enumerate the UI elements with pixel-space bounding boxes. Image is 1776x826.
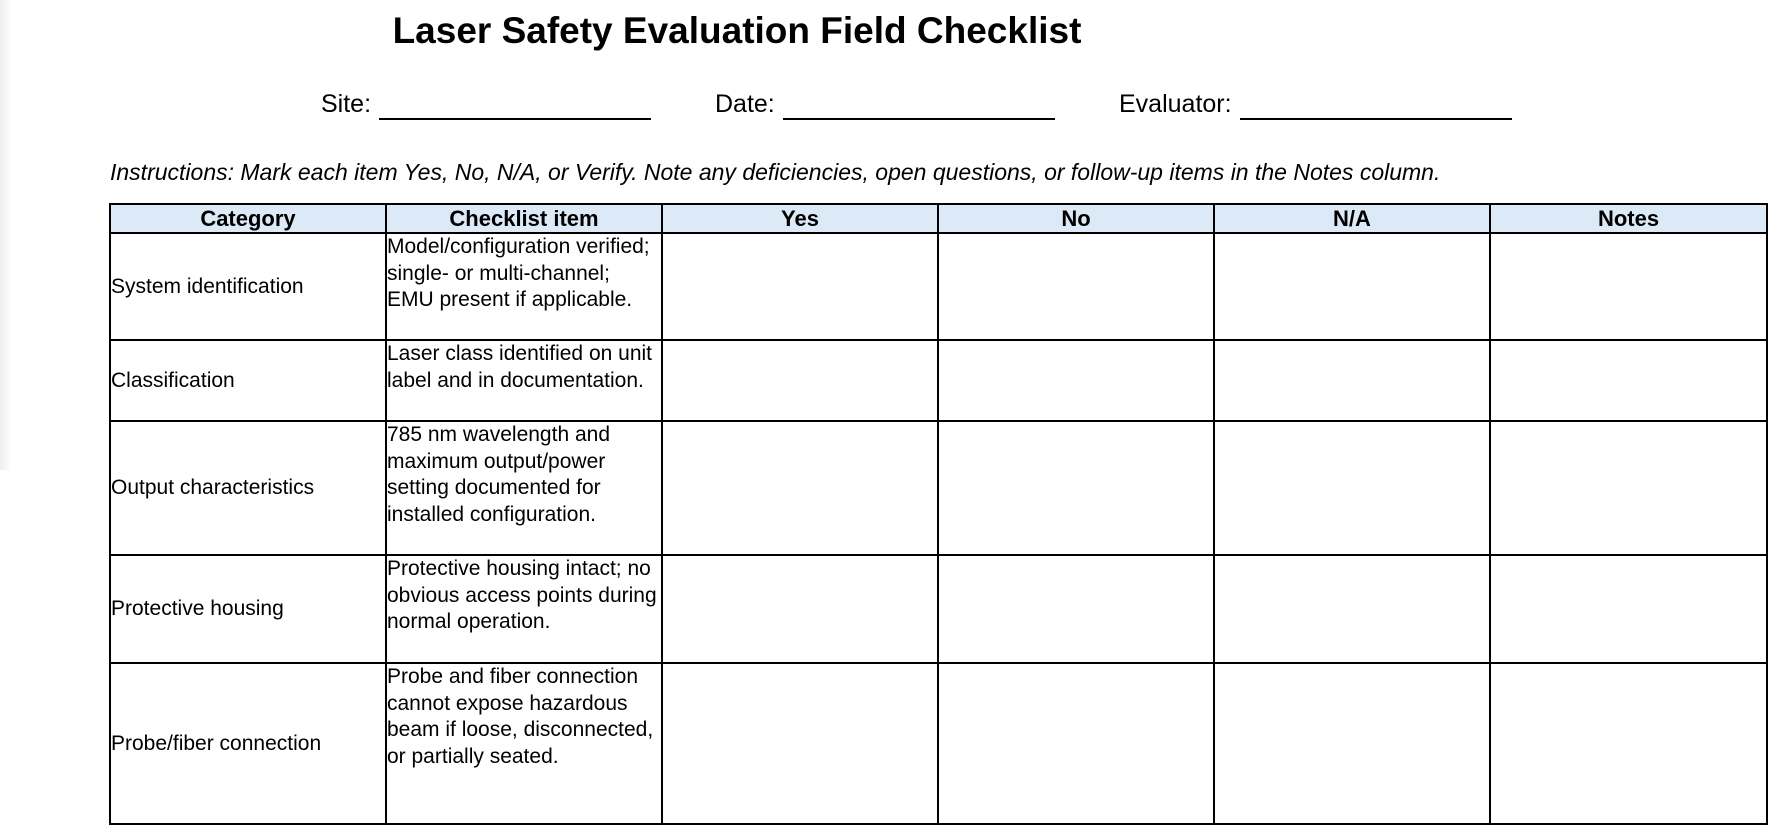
yes-cell[interactable] [662, 421, 938, 555]
instructions-text: Instructions: Mark each item Yes, No, N/A, or Verify. Note any deficiencies, open questions, or follow-up items in the Notes column. [110, 159, 1441, 185]
date-blank-line[interactable] [783, 88, 1055, 120]
header-fields [0, 88, 1776, 128]
notes-cell[interactable] [1490, 340, 1767, 421]
notes-cell[interactable] [1490, 233, 1767, 340]
yes-cell[interactable] [662, 555, 938, 663]
date-field [715, 88, 1055, 120]
header-no: No [938, 204, 1214, 233]
checklist-table [109, 203, 1768, 825]
checklist-item-cell: Model/configuration verified; single- or multi-channel; EMU present if applicable. [386, 233, 662, 340]
checklist-item-cell: Laser class identified on unit label and in documentation. [386, 340, 662, 421]
na-cell[interactable] [1214, 421, 1490, 555]
na-cell[interactable] [1214, 663, 1490, 824]
table-row [110, 340, 1767, 421]
notes-cell[interactable] [1490, 421, 1767, 555]
no-cell[interactable] [938, 555, 1214, 663]
header-yes: Yes [662, 204, 938, 233]
yes-cell[interactable] [662, 663, 938, 824]
table-row [110, 555, 1767, 663]
header-category: Category [110, 204, 386, 233]
site-field [321, 88, 651, 120]
category-cell: Probe/fiber connection [110, 663, 386, 824]
evaluator-blank-line[interactable] [1240, 88, 1512, 120]
checklist-item-cell: Protective housing intact; no obvious access points during normal operation. [386, 555, 662, 663]
yes-cell[interactable] [662, 233, 938, 340]
notes-cell[interactable] [1490, 555, 1767, 663]
no-cell[interactable] [938, 340, 1214, 421]
category-cell: Classification [110, 340, 386, 421]
table-row [110, 233, 1767, 340]
date-label: Date: [715, 90, 775, 118]
evaluator-field [1119, 88, 1512, 120]
category-cell: Protective housing [110, 555, 386, 663]
category-cell: System identification [110, 233, 386, 340]
na-cell[interactable] [1214, 555, 1490, 663]
no-cell[interactable] [938, 663, 1214, 824]
table-row [110, 663, 1767, 824]
site-label: Site: [321, 90, 372, 118]
notes-cell[interactable] [1490, 663, 1767, 824]
header-checklist-item: Checklist item [386, 204, 662, 233]
yes-cell[interactable] [662, 340, 938, 421]
no-cell[interactable] [938, 421, 1214, 555]
document-title: Laser Safety Evaluation Field Checklist [392, 10, 1082, 51]
site-blank-line[interactable] [379, 88, 651, 120]
no-cell[interactable] [938, 233, 1214, 340]
evaluator-label: Evaluator: [1119, 90, 1232, 118]
page-edge-shadow [0, 0, 12, 470]
table-row [110, 421, 1767, 555]
table-header-row [110, 204, 1767, 233]
checklist-item-cell: Probe and fiber connection cannot expose hazardous beam if loose, disconnected, or partially seated. [386, 663, 662, 824]
header-notes: Notes [1490, 204, 1767, 233]
header-na: N/A [1214, 204, 1490, 233]
category-cell: Output characteristics [110, 421, 386, 555]
na-cell[interactable] [1214, 340, 1490, 421]
checklist-item-cell: 785 nm wavelength and maximum output/power setting documented for installed configuration. [386, 421, 662, 555]
na-cell[interactable] [1214, 233, 1490, 340]
